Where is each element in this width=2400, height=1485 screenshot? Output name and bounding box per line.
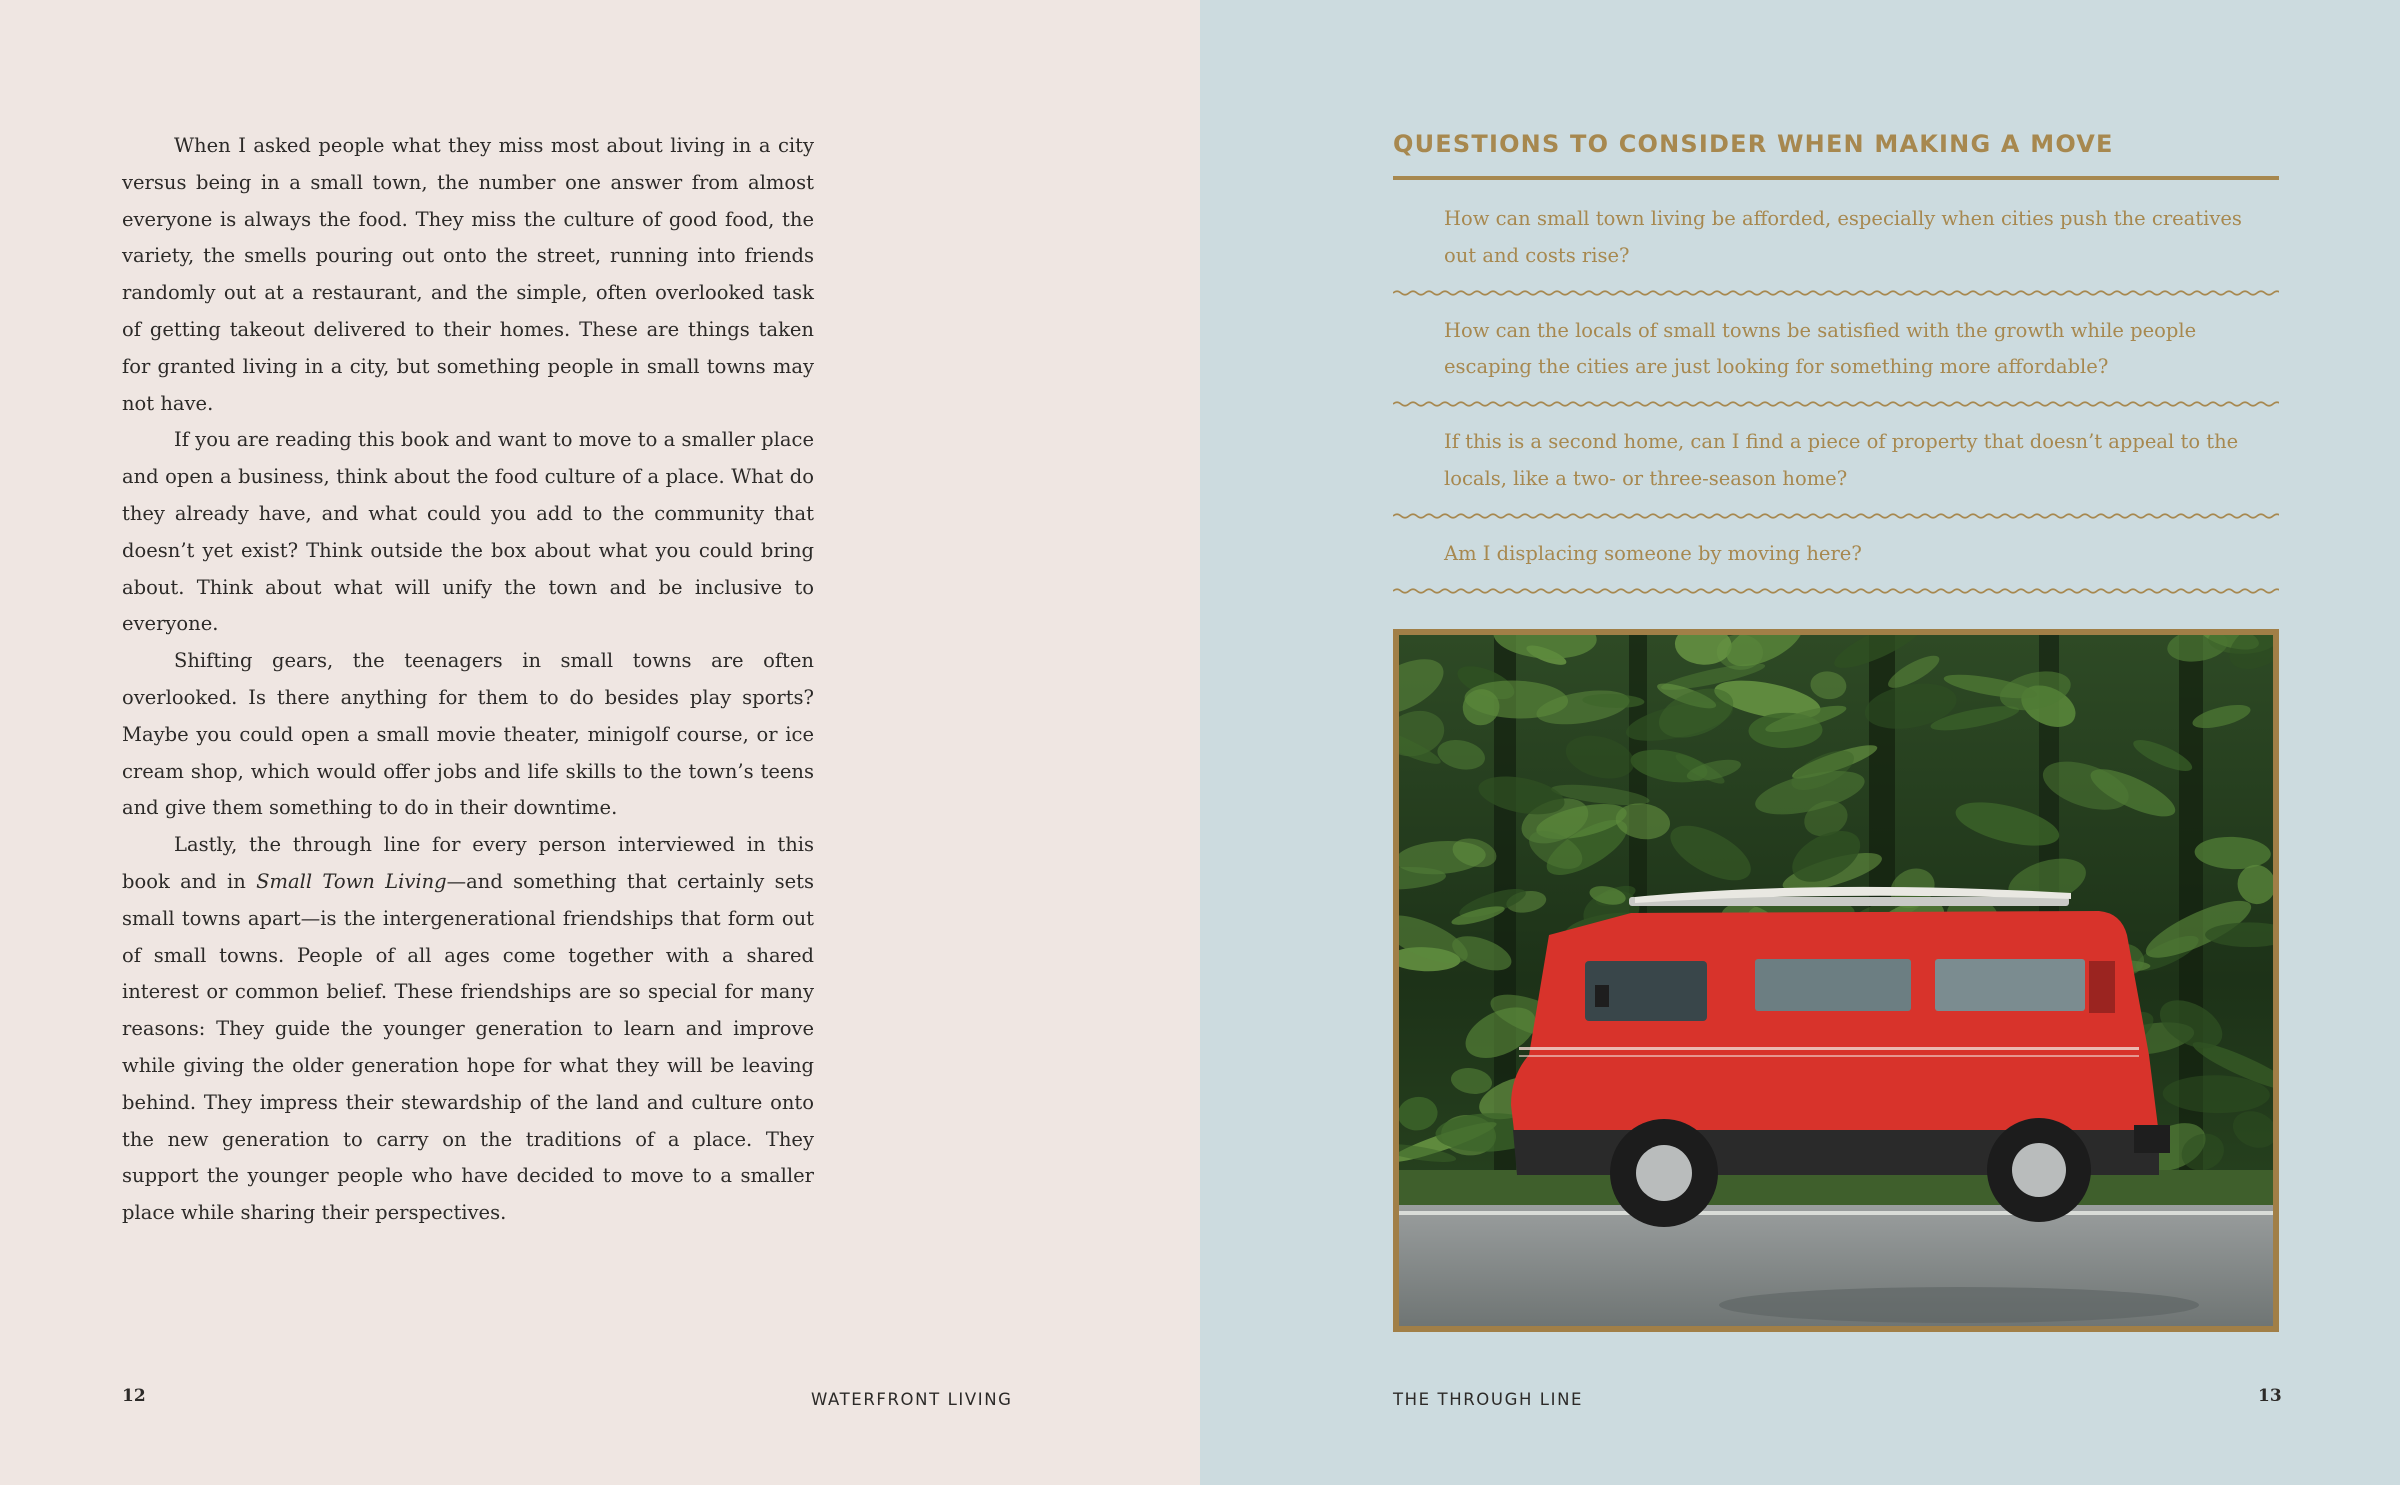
paragraph-text: —and something that certainly sets small towns apart—is the intergenerational friendships that form out of small towns. People of all ages come together with a shared interest or common belief. These friendships are so special for many reasons: They guide the younger generation to learn and improve while giving the older generation hope for what they will be leaving behind. They impress their stewardship of the land and culture onto the new generation to carry on the traditions of a place. They support the younger people who have decided to move to a smaller place while sharing their perspectives. xyxy=(122,869,815,1225)
question-item xyxy=(1393,186,2279,298)
roadside-grass xyxy=(1399,1170,2273,1210)
wavy-divider xyxy=(1393,586,2279,596)
rear-hub xyxy=(2012,1143,2066,1197)
page-number-left: 12 xyxy=(122,1386,146,1406)
rear-bumper xyxy=(2134,1125,2170,1153)
paragraph-text: Lastly, the through line for every person interviewed in this book and in xyxy=(122,833,814,893)
body-paragraph xyxy=(122,422,814,643)
paragraph-text: Shifting gears, the teenagers in small towns are often overlooked. Is there anything for them to do besides play sports? Maybe you could open a small movie theater, minigolf course, or ice cream shop, which would offer jobs and life skills to the town’s teens and give them something to do in their downtime. xyxy=(122,649,814,820)
road-shadow xyxy=(1719,1287,2199,1323)
question-text: How can the locals of small towns be satisfied with the growth while people escaping the cities are just looking for something more affordable? xyxy=(1444,318,2197,379)
question-text: Am I displacing someone by moving here? xyxy=(1444,541,1862,565)
wavy-divider xyxy=(1393,288,2279,298)
rear-vent xyxy=(2089,961,2115,1013)
sidebar-title: QUESTIONS TO CONSIDER WHEN MAKING A MOVE xyxy=(1393,130,2114,158)
front-hub xyxy=(1636,1145,1692,1201)
questions-list xyxy=(1393,186,2279,596)
question-text: If this is a second home, can I find a piece of property that doesn’t appeal to the locals, like a two- or three-season home? xyxy=(1444,430,2239,490)
question-text: How can small town living be afforded, especially when cities push the creatives out and costs rise? xyxy=(1444,207,2242,267)
wavy-divider xyxy=(1393,399,2279,409)
page-number-right: 13 xyxy=(2258,1386,2282,1406)
body-paragraph xyxy=(122,128,814,422)
window-middle xyxy=(1755,959,1911,1011)
side-mirror xyxy=(1595,985,1609,1007)
road-edge-line xyxy=(1399,1211,2273,1215)
side-stripe xyxy=(1519,1055,2139,1057)
question-item xyxy=(1393,409,2279,521)
wavy-divider xyxy=(1393,511,2279,521)
red-camper-van-photo xyxy=(1399,635,2273,1326)
side-stripe xyxy=(1519,1047,2139,1050)
question-item xyxy=(1393,298,2279,410)
running-head-left: WATERFRONT LIVING xyxy=(811,1390,1013,1409)
right-page xyxy=(1200,0,2400,1485)
photo-frame xyxy=(1393,629,2279,1332)
body-text xyxy=(122,128,814,1232)
question-item xyxy=(1393,521,2279,596)
body-paragraph xyxy=(122,827,814,1232)
window-rear xyxy=(1935,959,2085,1011)
paragraph-text: If you are reading this book and want to move to a smaller place and open a business, think about the food culture of a place. What do they already have, and what could you add to the community that doesn’t yet exist? Think outside the box about what you could bring about. Think about what will unify the town and be inclusive to everyone. xyxy=(122,428,814,636)
running-head-right: THE THROUGH LINE xyxy=(1393,1390,1584,1409)
book-title-italic: Small Town Living xyxy=(256,869,447,893)
paragraph-text: When I asked people what they miss most about living in a city versus being in a small town, the number one answer from almost everyone is always the food. They miss the culture of good food, the variety, the smells pouring out onto the street, running into friends randomly out at a restaurant, and the simple, often overlooked task of getting takeout delivered to their homes. These are things taken for granted living in a city, but something people in small towns may not have. xyxy=(122,134,814,415)
body-paragraph xyxy=(122,643,814,827)
title-rule xyxy=(1393,176,2279,180)
